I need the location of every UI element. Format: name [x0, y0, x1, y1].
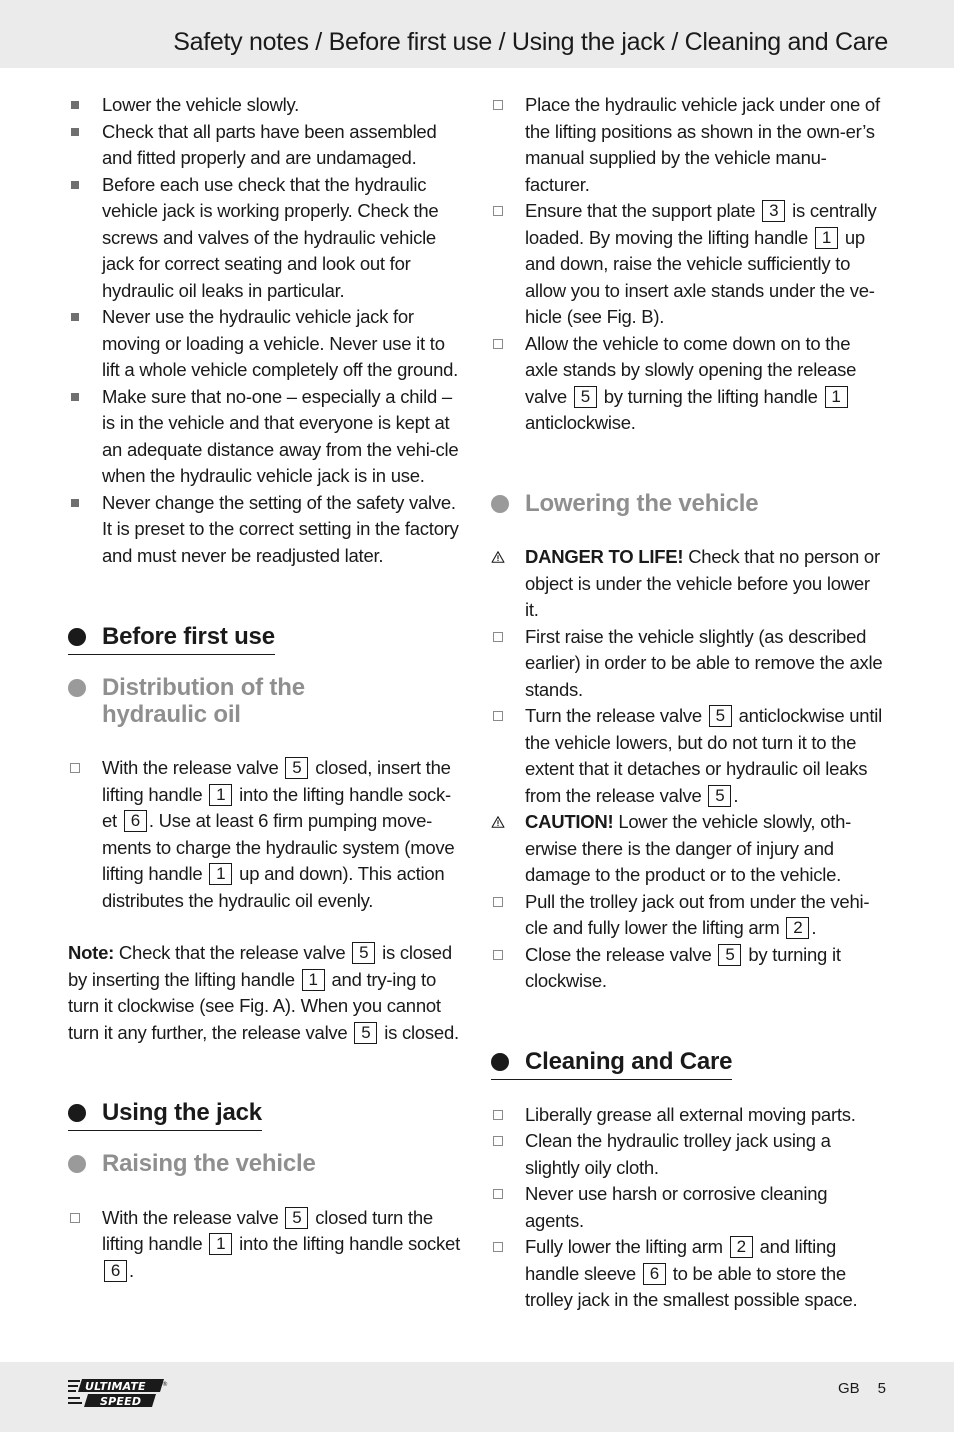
safety-bullet-2: Check that all parts have been assembled and fitted properly and are undamaged. — [68, 119, 464, 172]
cleaning-step-1: Liberally grease all external moving parts. — [491, 1102, 887, 1129]
square-bullet-icon — [68, 119, 82, 146]
part-number: 5 — [708, 785, 731, 807]
caution-warning: CAUTION! Lower the vehicle slowly, oth-erwise there is the danger of injury and damage to the product or to the vehicle. — [491, 809, 887, 889]
checkbox-bullet-icon — [491, 92, 505, 119]
part-number: 6 — [124, 810, 147, 832]
lowering-step-3: Pull the trolley jack out from under the vehi-cle and fully lower the lifting arm 2 . — [491, 889, 887, 942]
bullet-dot-icon — [491, 495, 509, 513]
square-bullet-icon — [68, 304, 82, 331]
danger-label: DANGER TO LIFE! — [525, 546, 684, 567]
safety-bullet-5: Make sure that no-one – especially a child – is in the vehicle and that everyone is kept at an adequate distance away from the vehi-cle when the hydraulic vehicle jack is in use. — [68, 384, 464, 490]
bullet-dot-icon — [68, 679, 86, 697]
square-bullet-icon — [68, 384, 82, 411]
page-title: Safety notes / Before first use / Using the jack / Cleaning and Care — [173, 28, 888, 56]
warning-triangle-icon — [491, 544, 505, 571]
heading-before-first-use: Before first use — [68, 622, 275, 655]
warning-triangle-icon — [491, 809, 505, 836]
lowering-step-1: First raise the vehicle slightly (as described earlier) in order to be able to remove the axle stands. — [491, 624, 887, 704]
svg-text:ULTIMATE: ULTIMATE — [85, 1380, 146, 1393]
part-number: 1 — [209, 1233, 232, 1255]
part-number: 5 — [285, 1207, 308, 1229]
part-number: 1 — [825, 386, 848, 408]
safety-bullet-3: Before each use check that the hydraulic vehicle jack is working properly. Check the screws and valves of the hydraulic vehicle jack for correct seating and look out for hydraulic oil leaks in particular. — [68, 172, 464, 305]
checkbox-bullet-icon — [491, 198, 505, 225]
part-number: 1 — [302, 969, 325, 991]
svg-text:SPEED: SPEED — [100, 1395, 142, 1408]
part-number: 5 — [354, 1022, 377, 1044]
distribution-step: With the release valve 5 closed, insert the lifting handle 1 into the lifting handle sock-et 6 . Use at least 6 firm pumping move-ments to charge the hydraulic system (move lifting handle 1 up and down). This action distributes the hydraulic oil evenly. — [68, 755, 464, 914]
left-column — [68, 92, 464, 1284]
part-number: 1 — [209, 784, 232, 806]
bullet-dot-icon — [491, 1053, 509, 1071]
safety-bullet-1: Lower the vehicle slowly. — [68, 92, 464, 119]
square-bullet-icon — [68, 172, 82, 199]
caution-label: CAUTION! — [525, 811, 614, 832]
part-number: 3 — [762, 200, 785, 222]
footer-page-info — [838, 1380, 886, 1397]
bullet-dot-icon — [68, 1155, 86, 1173]
raising-step-1: With the release valve 5 closed turn the lifting handle 1 into the lifting handle socket 6 . — [68, 1205, 464, 1285]
checkbox-bullet-icon — [491, 1234, 505, 1261]
part-number: 5 — [718, 944, 741, 966]
page-header — [0, 0, 954, 68]
checkbox-bullet-icon — [491, 889, 505, 916]
part-number: 1 — [815, 227, 838, 249]
bullet-dot-icon — [68, 1104, 86, 1122]
right-column — [491, 92, 887, 1314]
cleaning-step-3: Never use harsh or corrosive cleaning agents. — [491, 1181, 887, 1234]
checkbox-bullet-icon — [491, 942, 505, 969]
bullet-dot-icon — [68, 628, 86, 646]
part-number: 5 — [352, 942, 375, 964]
safety-bullet-4: Never use the hydraulic vehicle jack for moving or loading a vehicle. Never use it to lift a whole vehicle completely off the ground. — [68, 304, 464, 384]
part-number: 2 — [786, 917, 809, 939]
cleaning-step-4: Fully lower the lifting arm 2 and lifting handle sleeve 6 to be able to store the trolley jack in the smallest possible space. — [491, 1234, 887, 1314]
square-bullet-icon — [68, 92, 82, 119]
cleaning-step-2: Clean the hydraulic trolley jack using a slightly oily cloth. — [491, 1128, 887, 1181]
square-bullet-icon — [68, 490, 82, 517]
checkbox-bullet-icon — [491, 703, 505, 730]
checkbox-bullet-icon — [491, 1181, 505, 1208]
raising-step-3: Ensure that the support plate 3 is centrally loaded. By moving the lifting handle 1 up and down, raise the vehicle sufficiently to allow you to insert axle stands under the ve-hicle (see Fig. B). — [491, 198, 887, 331]
note-paragraph: Note: Check that the release valve 5 is closed by inserting the lifting handle 1 and try-ing to turn it clockwise (see Fig. A). When you cannot turn it any further, the release valve 5 is closed. — [68, 942, 459, 1043]
part-number: 6 — [104, 1260, 127, 1282]
lowering-step-4: Close the release valve 5 by turning it clockwise. — [491, 942, 887, 995]
checkbox-bullet-icon — [491, 1128, 505, 1155]
language-code: GB — [837, 1380, 860, 1397]
part-number: 5 — [285, 757, 308, 779]
part-number: 5 — [709, 705, 732, 727]
checkbox-bullet-icon — [491, 331, 505, 358]
part-number: 1 — [209, 863, 232, 885]
heading-using-the-jack: Using the jack — [68, 1098, 262, 1131]
heading-cleaning-and-care: Cleaning and Care — [491, 1047, 732, 1080]
checkbox-bullet-icon — [68, 1205, 82, 1232]
safety-bullet-6: Never change the setting of the safety valve. It is preset to the correct setting in the factory and must never be readjusted later. — [68, 490, 464, 570]
checkbox-bullet-icon — [491, 624, 505, 651]
raising-step-2: Place the hydraulic vehicle jack under one of the lifting positions as shown in the own-er’s manual supplied by the vehicle manu-facturer. — [491, 92, 887, 198]
part-number: 2 — [730, 1236, 753, 1258]
page-number: 5 — [877, 1380, 886, 1397]
heading-lowering: Lowering the vehicle — [491, 491, 887, 518]
lowering-step-2: Turn the release valve 5 anticlockwise until the vehicle lowers, but do not turn it to the extent that it detaches or hydraulic oil leaks from the release valve 5 . — [491, 703, 887, 809]
svg-text:®: ® — [162, 1381, 168, 1388]
heading-raising: Raising the vehicle — [68, 1151, 464, 1178]
note-label: Note: — [68, 942, 115, 963]
part-number: 5 — [574, 386, 597, 408]
raising-step-4: Allow the vehicle to come down on to the axle stands by slowly opening the release valve 5 by turning the lifting handle 1 anticlockwise. — [491, 331, 887, 437]
ultimate-speed-logo — [68, 1377, 168, 1409]
danger-warning: DANGER TO LIFE! Check that no person or object is under the vehicle before you lower it. — [491, 544, 887, 624]
heading-distribution: Distribution of the hydraulic oil — [68, 675, 464, 728]
checkbox-bullet-icon — [491, 1102, 505, 1129]
part-number: 6 — [643, 1263, 666, 1285]
checkbox-bullet-icon — [68, 755, 82, 782]
